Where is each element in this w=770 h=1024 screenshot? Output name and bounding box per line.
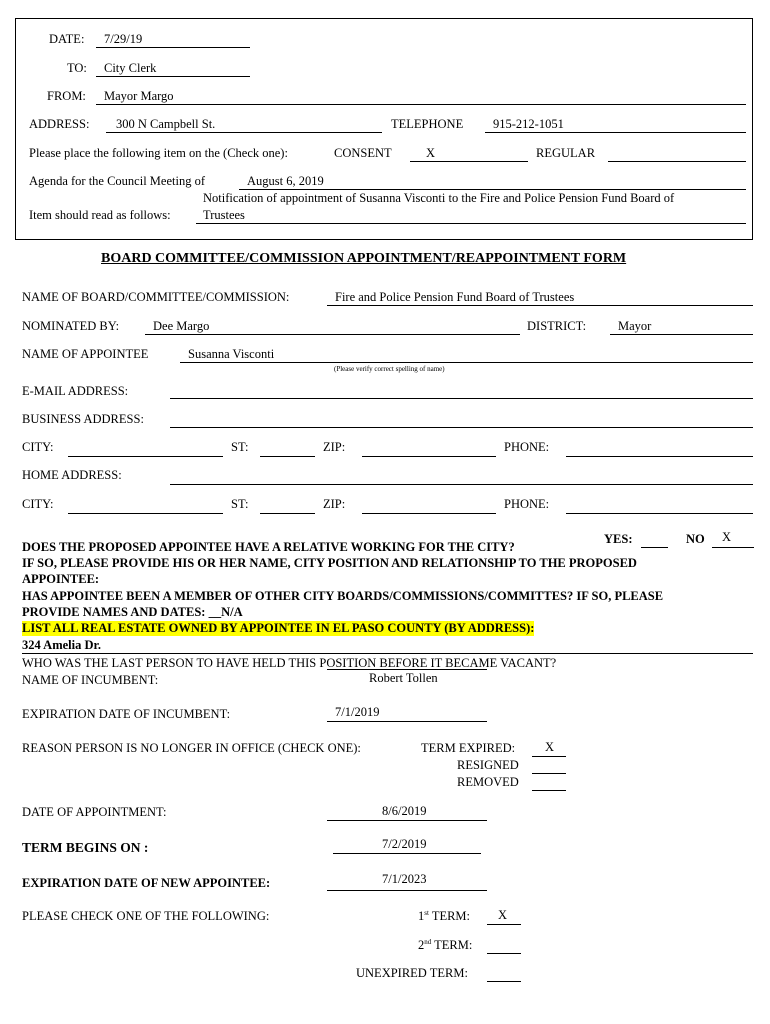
- incumbent-expiration-value[interactable]: 7/1/2019: [335, 705, 380, 719]
- second-term-line[interactable]: [487, 953, 521, 954]
- yes-label: YES:: [604, 532, 633, 546]
- unexpired-term-line[interactable]: [487, 981, 521, 982]
- real-estate-value[interactable]: 324 Amelia Dr.: [22, 638, 102, 652]
- removed-line[interactable]: [532, 790, 566, 791]
- term-expired-line: [532, 756, 566, 757]
- nominated-value[interactable]: Dee Margo: [153, 319, 210, 333]
- last-person-question: WHO WAS THE LAST PERSON TO HAVE HELD THIS POSITION BEFORE IT BECAME VACANT?: [22, 656, 557, 670]
- incumbent-name-label: NAME OF INCUMBENT:: [22, 673, 159, 687]
- phone-line-2[interactable]: [566, 513, 753, 514]
- unexpired-term-label: UNEXPIRED TERM:: [356, 966, 468, 980]
- home-line[interactable]: [170, 484, 753, 485]
- item-read-line: [196, 223, 746, 224]
- from-label: FROM:: [47, 89, 86, 103]
- nominated-label: NOMINATED BY:: [22, 319, 120, 333]
- appointee-label: NAME OF APPOINTEE: [22, 347, 149, 361]
- address-label: ADDRESS:: [29, 117, 90, 131]
- phone-label-2: PHONE:: [504, 497, 550, 511]
- incumbent-name-value[interactable]: Robert Tollen: [369, 671, 438, 685]
- zip-label-2: ZIP:: [323, 497, 346, 511]
- relative-question: DOES THE PROPOSED APPOINTEE HAVE A RELATIVE WORKING FOR THE CITY?: [22, 540, 515, 554]
- term-begins-line: [333, 853, 481, 854]
- incumbent-expiration-line: [327, 721, 487, 722]
- zip-line-1[interactable]: [362, 456, 496, 457]
- phone-line-1[interactable]: [566, 456, 753, 457]
- date-label: DATE:: [49, 32, 85, 46]
- business-label: BUSINESS ADDRESS:: [22, 412, 144, 426]
- relative-detail-1: IF SO, PLEASE PROVIDE HIS OR HER NAME, CITY POSITION AND RELATIONSHIP TO THE PROPOSED: [22, 556, 637, 570]
- check-one-label: PLEASE CHECK ONE OF THE FOLLOWING:: [22, 909, 270, 923]
- first-term-line: [487, 924, 521, 925]
- no-label: NO: [686, 532, 705, 546]
- term-expired-label: TERM EXPIRED:: [421, 741, 516, 755]
- email-line[interactable]: [170, 398, 753, 399]
- appointment-date-label: DATE OF APPOINTMENT:: [22, 805, 167, 819]
- appointee-note: (Please verify correct spelling of name): [334, 365, 445, 373]
- item-read-line2[interactable]: Trustees: [203, 208, 245, 222]
- item-read-line1[interactable]: Notification of appointment of Susanna Visconti to the Fire and Police Pension Fund Board of: [203, 191, 675, 205]
- st-line-2[interactable]: [260, 513, 315, 514]
- zip-label-1: ZIP:: [323, 440, 346, 454]
- member-question-1: HAS APPOINTEE BEEN A MEMBER OF OTHER CITY BOARDS/COMMISSIONS/COMMITTES? IF SO, PLEASE: [22, 589, 664, 603]
- zip-line-2[interactable]: [362, 513, 496, 514]
- real-estate-line: [22, 653, 753, 654]
- appointment-date-line: [327, 820, 487, 821]
- new-expiration-label: EXPIRATION DATE OF NEW APPOINTEE:: [22, 876, 271, 890]
- home-label: HOME ADDRESS:: [22, 468, 122, 482]
- st-line-1[interactable]: [260, 456, 315, 457]
- reason-label: REASON PERSON IS NO LONGER IN OFFICE (CHECK ONE):: [22, 741, 361, 755]
- nominated-line: [145, 334, 520, 335]
- consent-label: CONSENT: [334, 146, 392, 160]
- regular-label: REGULAR: [536, 146, 596, 160]
- st-label-1: ST:: [231, 440, 249, 454]
- from-line: [96, 104, 746, 105]
- first-term-label: 1st TERM:: [418, 909, 471, 924]
- regular-line[interactable]: [608, 161, 746, 162]
- telephone-label: TELEPHONE: [391, 117, 464, 131]
- city-line-1[interactable]: [68, 456, 223, 457]
- city-line-2[interactable]: [68, 513, 223, 514]
- agenda-label: Agenda for the Council Meeting of: [29, 174, 205, 188]
- city-label-1: CITY:: [22, 440, 54, 454]
- appointee-line: [180, 362, 753, 363]
- to-line: [96, 76, 250, 77]
- address-line: [106, 132, 382, 133]
- term-begins-label: TERM BEGINS ON :: [22, 840, 149, 855]
- no-line: [712, 547, 754, 548]
- email-label: E-MAIL ADDRESS:: [22, 384, 129, 398]
- address-value[interactable]: 300 N Campbell St.: [116, 117, 216, 131]
- district-label: DISTRICT:: [527, 319, 587, 333]
- date-line: [96, 47, 250, 48]
- date-value[interactable]: 7/29/19: [104, 32, 143, 46]
- business-line[interactable]: [170, 427, 753, 428]
- resigned-line[interactable]: [532, 773, 566, 774]
- telephone-line: [485, 132, 746, 133]
- st-label-2: ST:: [231, 497, 249, 511]
- item-read-label: Item should read as follows:: [29, 208, 171, 222]
- first-term-check[interactable]: X: [498, 908, 508, 922]
- district-value[interactable]: Mayor: [618, 319, 652, 333]
- telephone-value[interactable]: 915-212-1051: [493, 117, 564, 131]
- form-title: BOARD COMMITTEE/COMMISSION APPOINTMENT/REAPPOINTMENT FORM: [101, 251, 627, 266]
- incumbent-expiration-label: EXPIRATION DATE OF INCUMBENT:: [22, 707, 231, 721]
- second-term-label: 2nd TERM:: [418, 938, 473, 953]
- no-check[interactable]: X: [722, 530, 732, 544]
- incumbent-name-line: [327, 669, 487, 670]
- consent-line: [410, 161, 528, 162]
- appointment-date-value[interactable]: 8/6/2019: [382, 804, 427, 818]
- consent-check[interactable]: X: [426, 146, 436, 160]
- board-value[interactable]: Fire and Police Pension Fund Board of Trustees: [335, 290, 575, 304]
- to-label: TO:: [67, 61, 87, 75]
- new-expiration-line: [327, 890, 487, 891]
- to-value[interactable]: City Clerk: [104, 61, 157, 75]
- member-question-2[interactable]: PROVIDE NAMES AND DATES: __N/A: [22, 605, 243, 619]
- district-line: [610, 334, 753, 335]
- city-label-2: CITY:: [22, 497, 54, 511]
- agenda-line: [239, 189, 746, 190]
- appointee-value[interactable]: Susanna Visconti: [188, 347, 275, 361]
- place-item-text: Please place the following item on the (Check one):: [29, 146, 288, 160]
- real-estate-question: LIST ALL REAL ESTATE OWNED BY APPOINTEE IN EL PASO COUNTY (BY ADDRESS):: [22, 621, 535, 635]
- board-line: [327, 305, 753, 306]
- phone-label-1: PHONE:: [504, 440, 550, 454]
- relative-detail-2: APPOINTEE:: [22, 572, 100, 586]
- resigned-label: RESIGNED: [457, 758, 519, 772]
- agenda-value[interactable]: August 6, 2019: [247, 174, 324, 188]
- from-value[interactable]: Mayor Margo: [104, 89, 174, 103]
- yes-line[interactable]: [641, 547, 668, 548]
- new-expiration-value[interactable]: 7/1/2023: [382, 872, 427, 886]
- term-begins-value[interactable]: 7/2/2019: [382, 837, 427, 851]
- board-label: NAME OF BOARD/COMMITTEE/COMMISSION:: [22, 290, 290, 304]
- term-expired-check[interactable]: X: [545, 740, 555, 754]
- removed-label: REMOVED: [457, 775, 519, 789]
